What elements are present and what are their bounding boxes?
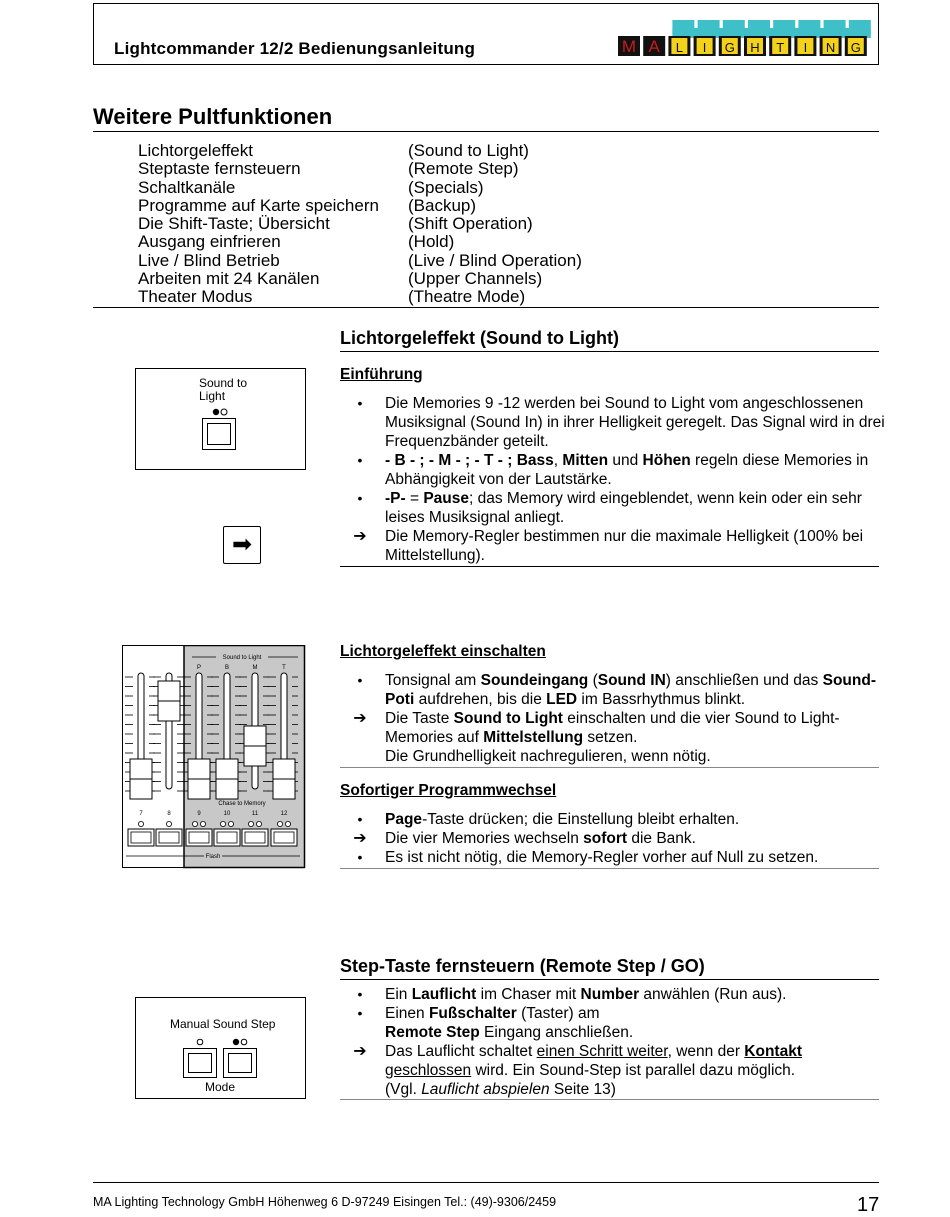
logo-letter: I xyxy=(803,40,808,55)
overview-english: (Live / Blind Operation) xyxy=(408,250,582,270)
led-indicator-icon xyxy=(212,408,228,416)
overview-row xyxy=(138,233,582,251)
item-text: und xyxy=(608,452,643,469)
sound-to-light-intro-list xyxy=(340,394,885,565)
subheading-einschalten: Lichtorgeleffekt einschalten xyxy=(340,643,546,660)
overview-row xyxy=(138,197,582,215)
figure-label: Manual Sound Step xyxy=(170,1017,276,1031)
overview-english: (Hold) xyxy=(408,232,455,252)
item-text: die Bank. xyxy=(627,830,696,847)
overview-german: Steptaste fernsteuern xyxy=(138,159,301,179)
item-text: Lauflicht xyxy=(411,986,477,1003)
bullet-icon: • xyxy=(357,811,363,827)
band-label: T xyxy=(282,665,286,671)
item-text: im Chaser mit xyxy=(476,986,581,1003)
item-text: , xyxy=(553,452,563,469)
item-text: Number xyxy=(580,986,640,1003)
arrow-bullet-icon: ➔ xyxy=(353,710,367,727)
overview-row xyxy=(138,160,582,178)
section-rule xyxy=(340,979,879,980)
item-text: Die vier Memories wechseln xyxy=(385,830,584,847)
footer-address: MA Lighting Technology GmbH Höhenweg 6 D-97249 Eisingen Tel.: (49)-9306/2459 xyxy=(93,1195,557,1209)
item-text: Soundeingang xyxy=(480,672,589,689)
item-text: Die Grundhelligkeit nachregulieren, wenn nötig. xyxy=(385,748,711,765)
key-led xyxy=(285,821,290,826)
overview-english: (Backup) xyxy=(408,195,477,215)
item-text: regeln diese Memories in Abhängigkeit von der Lautstärke. xyxy=(385,452,869,488)
subheading-einfuehrung: Einführung xyxy=(340,366,423,383)
logo-letter: I xyxy=(702,40,707,55)
item-text: ( xyxy=(588,672,598,689)
section-title-sound-to-light: Lichtorgeleffekt (Sound to Light) xyxy=(340,328,619,348)
overview-german: Theater Modus xyxy=(138,287,253,307)
overview-german: Arbeiten mit 24 Kanälen xyxy=(138,269,320,289)
list-item xyxy=(340,489,885,527)
item-text: Ein xyxy=(385,986,412,1003)
item-text: Mittelstellung xyxy=(483,729,584,746)
section-rule xyxy=(340,868,879,869)
figure-label: Light xyxy=(199,389,226,403)
logo-letter: G xyxy=(724,40,735,55)
item-text: -Taste drücken; die Einstellung bleibt erhalten. xyxy=(422,811,740,828)
overview-german: Programme auf Karte speichern xyxy=(138,195,379,215)
item-text: LED xyxy=(546,691,578,708)
item-text: Bass xyxy=(516,452,554,469)
item-text: Mitten xyxy=(562,452,609,469)
overview-german: Ausgang einfrieren xyxy=(138,232,281,252)
footer-rule xyxy=(93,1182,879,1183)
subheading-programmwechsel: Sofortiger Programmwechsel xyxy=(340,782,557,799)
page-header xyxy=(93,3,879,65)
logo-letter: M xyxy=(621,37,637,56)
bullet-icon: • xyxy=(357,395,363,411)
key-led xyxy=(256,821,261,826)
item-text: aufdrehen, bis die xyxy=(414,691,547,708)
item-text: (Taster) am xyxy=(516,1005,600,1022)
item-text: einschalten und die vier Sound to Light-Memories auf xyxy=(385,710,840,746)
remote-step-list xyxy=(340,985,885,1099)
item-text: im Bassrhythmus blinkt. xyxy=(577,691,746,708)
led-indicator-icon xyxy=(232,1038,248,1046)
flash-key xyxy=(186,829,212,846)
item-text: ; das Memory wird eingeblendet, wenn kein oder ein sehr leises Musiksignal anliegt. xyxy=(385,490,862,526)
item-text: setzen. xyxy=(583,729,638,746)
arrow-bullet-icon: ➔ xyxy=(353,1043,367,1060)
overview-row xyxy=(138,252,582,270)
logo-letter: G xyxy=(850,40,861,55)
bullet-icon: • xyxy=(357,490,363,506)
item-text: Einen xyxy=(385,1005,429,1022)
logo-letter: L xyxy=(675,40,684,55)
flash-key xyxy=(214,829,240,846)
flash-key xyxy=(156,829,182,846)
item-text: ) anschließen und das xyxy=(665,672,823,689)
item-text: Sound-Poti xyxy=(385,672,876,708)
bullet-icon: • xyxy=(357,672,363,688)
item-text: Lauflicht abspielen xyxy=(421,1081,550,1098)
page-number: 17 xyxy=(857,1194,880,1216)
logo-letter: N xyxy=(825,40,836,55)
list-item xyxy=(340,810,885,829)
item-text: (Vgl. xyxy=(385,1081,422,1098)
header-title: Lightcommander 12/2 Bedienungsanleitung xyxy=(114,39,476,58)
bullet-icon: • xyxy=(357,849,363,865)
figure-label: Mode xyxy=(205,1080,236,1094)
item-text: Sound to Light xyxy=(453,710,563,727)
key-led xyxy=(220,821,225,826)
channel-number: 8 xyxy=(167,811,171,817)
sound-to-light-button-figure xyxy=(135,368,306,470)
key-led xyxy=(248,821,253,826)
list-item xyxy=(340,709,885,766)
overview-english: (Specials) xyxy=(408,177,484,197)
logo-letter: T xyxy=(776,40,785,55)
title-rule xyxy=(93,131,879,132)
list-item xyxy=(340,829,885,848)
sound-step-key-icon xyxy=(223,1048,257,1078)
einschalten-list xyxy=(340,671,885,766)
item-text: Es ist nicht nötig, die Memory-Regler vorher auf Null zu setzen. xyxy=(385,849,819,866)
arrow-bullet-icon: ➔ xyxy=(353,830,367,847)
item-text: Tonsignal am xyxy=(385,672,481,689)
channel-number: 11 xyxy=(251,811,259,817)
overview-german: Lichtorgeleffekt xyxy=(138,141,253,160)
band-label: M xyxy=(252,665,258,671)
led-indicator-icon xyxy=(196,1038,204,1046)
flash-key xyxy=(242,829,268,846)
overview-english: (Shift Operation) xyxy=(408,214,533,234)
manual-sound-step-figure xyxy=(135,997,306,1099)
key-led xyxy=(138,821,143,826)
item-text: Höhen xyxy=(642,452,691,469)
list-item xyxy=(340,394,885,451)
overview-row xyxy=(138,142,582,160)
item-text: anwählen (Run aus). xyxy=(639,986,787,1003)
overview-english: (Remote Step) xyxy=(408,159,519,179)
item-text: einen Schritt weiter xyxy=(536,1043,668,1060)
figure-label: Sound to xyxy=(199,376,248,390)
flash-key xyxy=(128,829,154,846)
item-text: Seite 13) xyxy=(549,1081,616,1098)
overview-row xyxy=(138,215,582,233)
fader-panel-figure xyxy=(122,645,306,869)
channel-number: 7 xyxy=(139,811,143,817)
bullet-icon: • xyxy=(357,452,363,468)
overview-row xyxy=(138,179,582,197)
item-text: = xyxy=(405,490,424,507)
channel-number: 9 xyxy=(197,811,201,817)
flash-key xyxy=(271,829,297,846)
fig-flash-label: Flash xyxy=(205,854,221,860)
list-item xyxy=(340,1042,885,1099)
list-item xyxy=(340,671,885,709)
arrow-bullet-icon: ➔ xyxy=(353,528,367,545)
item-text: - B - ; - M - ; - T - ; xyxy=(385,452,513,469)
key-led xyxy=(166,821,171,826)
channel-number: 10 xyxy=(223,811,231,817)
list-item xyxy=(340,451,885,489)
ma-lighting-logo xyxy=(618,20,880,56)
list-item xyxy=(340,985,885,1004)
overview-rule xyxy=(93,307,879,308)
overview-row xyxy=(138,270,582,288)
key-led xyxy=(228,821,233,826)
overview-english: (Theatre Mode) xyxy=(408,287,526,307)
fig-top-label: Sound to Light xyxy=(222,655,262,661)
bullet-icon: • xyxy=(357,986,363,1002)
section-rule xyxy=(340,767,879,768)
arrow-right-icon: ➡ xyxy=(223,526,261,564)
programmwechsel-list xyxy=(340,810,885,867)
item-text: Die Memories 9 -12 werden bei Sound to Light vom angeschlossenen Musiksignal (Sound In) in ihrer Helligkeit geregelt. Das Signal wird in drei Frequenzbänder geteilt. xyxy=(385,395,885,450)
section-rule xyxy=(340,1099,879,1100)
overview-english: (Sound to Light) xyxy=(408,141,529,160)
item-text: Fußschalter xyxy=(428,1005,517,1022)
channel-number: 12 xyxy=(280,811,288,817)
item-text: wird. Ein Sound-Step ist parallel dazu möglich. xyxy=(471,1062,796,1079)
item-text: Sound IN xyxy=(597,672,666,689)
overview-german: Schaltkanäle xyxy=(138,177,236,197)
item-text: , wenn der xyxy=(667,1043,745,1060)
main-title: Weitere Pultfunktionen xyxy=(93,104,333,129)
item-text: Page xyxy=(385,811,423,828)
key-led xyxy=(192,821,197,826)
overview-english: (Upper Channels) xyxy=(408,269,543,289)
item-text: Die Taste xyxy=(385,710,454,727)
item-text: geschlossen xyxy=(385,1062,472,1079)
key-led xyxy=(200,821,205,826)
list-item xyxy=(340,527,885,565)
sound-to-light-key-icon xyxy=(202,418,236,450)
manual-key-icon xyxy=(183,1048,217,1078)
item-text: -P- xyxy=(385,490,406,507)
logo-letter: A xyxy=(648,37,660,56)
key-led xyxy=(277,821,282,826)
section-title-remote-step: Step-Taste fernsteuern (Remote Step / GO) xyxy=(340,956,705,976)
item-text: Das Lauflicht schaltet xyxy=(385,1043,537,1060)
bullet-icon: • xyxy=(357,1005,363,1021)
list-item xyxy=(340,848,885,867)
item-text: Die Memory-Regler bestimmen nur die maximale Helligkeit (100% bei Mittelstellung). xyxy=(385,528,864,564)
section-rule xyxy=(340,351,879,352)
overview-list xyxy=(138,142,582,307)
item-text: Pause xyxy=(423,490,470,507)
overview-german: Die Shift-Taste; Übersicht xyxy=(138,214,330,234)
item-text: Eingang anschließen. xyxy=(479,1024,634,1041)
section-rule xyxy=(340,566,879,567)
overview-row xyxy=(138,288,582,306)
item-text: Kontakt xyxy=(744,1043,802,1060)
list-item xyxy=(340,1004,885,1042)
band-label: P xyxy=(196,665,202,671)
item-text: Remote Step xyxy=(385,1024,480,1041)
item-text: sofort xyxy=(583,830,628,847)
overview-german: Live / Blind Betrieb xyxy=(138,250,280,270)
band-label: B xyxy=(224,665,230,671)
logo-letter: H xyxy=(750,40,760,55)
fig-chase-label: Chase to Memory xyxy=(218,801,266,807)
